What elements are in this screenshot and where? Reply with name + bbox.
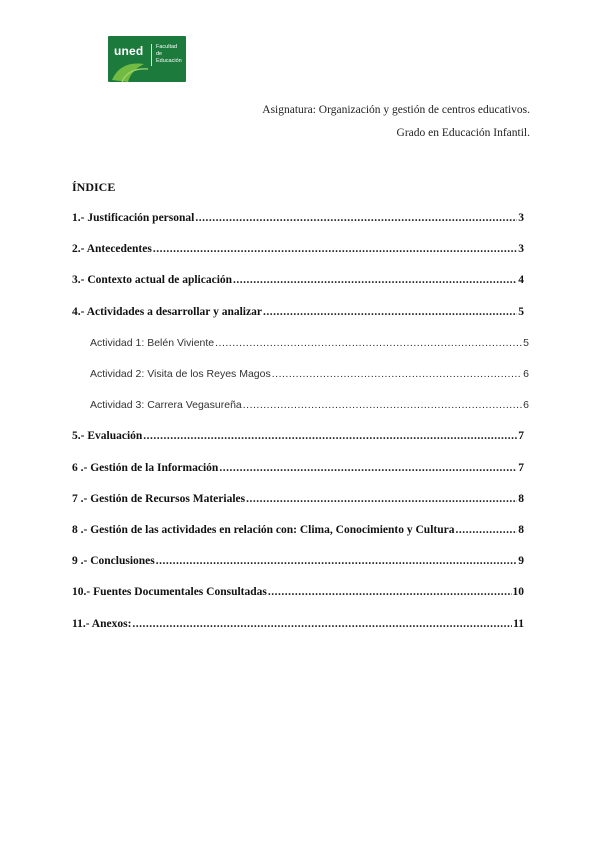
subject-line: Asignatura: Organización y gestión de centros educativos. (262, 104, 530, 116)
toc-dot-leader (215, 337, 522, 349)
toc-entry-label: Actividad 1: Belén Viviente (90, 336, 215, 349)
uned-logo (108, 36, 186, 82)
toc-dot-leader (195, 212, 517, 224)
toc-entry-label: 10.- Fuentes Documentales Consultadas (72, 586, 267, 599)
toc-dot-leader (272, 368, 522, 380)
toc-entry-label: 4.- Actividades a desarrollar y analizar (72, 305, 262, 318)
toc-entry-label: 9 .- Conclusiones (72, 555, 155, 568)
toc-subentry[interactable] (90, 337, 529, 349)
toc-subentry[interactable] (90, 399, 529, 411)
toc-dot-leader (243, 399, 522, 411)
toc-entry-label: 6 .- Gestión de la Información (72, 461, 219, 474)
toc-entry[interactable] (72, 212, 524, 224)
toc-dot-leader (132, 618, 512, 630)
toc-entry[interactable] (72, 524, 524, 536)
toc-page-number: 10 (512, 586, 524, 599)
toc-entry[interactable] (72, 306, 524, 318)
toc-dot-leader (263, 306, 517, 318)
toc-page-number: 5 (523, 336, 529, 349)
toc-entry-label: 8 .- Gestión de las actividades en relación con: Clima, Conocimiento y Cultura (72, 524, 455, 536)
toc-entry[interactable] (72, 493, 524, 505)
toc-page-number: 6 (523, 399, 529, 412)
toc-entry-label: 5.- Evaluación (72, 430, 143, 443)
toc-page-number: 9 (518, 555, 524, 568)
toc-entry-label: 7 .- Gestión de Recursos Materiales (72, 492, 246, 505)
toc-entry-label: 11.- Anexos: (72, 617, 132, 630)
toc-page-number: 7 (518, 461, 524, 474)
toc-entry-label: Actividad 2: Visita de los Reyes Magos (90, 368, 271, 380)
toc-entry[interactable] (72, 555, 524, 567)
toc-dot-leader (219, 462, 517, 474)
toc-page-number: 6 (523, 368, 529, 380)
toc-page-number: 8 (518, 524, 524, 536)
toc-dot-leader (153, 243, 517, 255)
toc-page-number: 4 (518, 274, 524, 287)
toc-page-number: 11 (513, 617, 524, 630)
toc-entry[interactable] (72, 618, 524, 630)
toc-entry-label: 1.- Justificación personal (72, 212, 195, 224)
toc-dot-leader (233, 274, 517, 286)
logo-faculty-line1: Facultad (156, 44, 178, 50)
toc-page-number: 3 (518, 243, 524, 256)
toc-entry-label: 2.- Antecedentes (72, 243, 152, 256)
toc-entry[interactable] (72, 243, 524, 255)
toc-entry[interactable] (72, 586, 524, 598)
toc-dot-leader (156, 555, 518, 567)
toc-dot-leader (455, 524, 517, 536)
toc-entry[interactable] (72, 462, 524, 474)
toc-dot-leader (143, 430, 517, 442)
toc-entry-label: 3.- Contexto actual de aplicación (72, 274, 233, 287)
index-title: ÍNDICE (72, 180, 116, 194)
toc-dot-leader (246, 493, 517, 505)
logo-separator (151, 44, 152, 66)
toc-entry-label: Actividad 3: Carrera Vegasureña (90, 399, 242, 412)
toc-dot-leader (268, 586, 512, 598)
logo-faculty-line2: de Educación (156, 51, 182, 64)
logo-faculty-text (156, 44, 186, 65)
toc-entry[interactable] (72, 430, 524, 442)
toc-entry[interactable] (72, 274, 524, 286)
toc-page-number: 7 (518, 430, 524, 443)
toc-page-number: 5 (518, 305, 524, 318)
toc-subentry[interactable] (90, 368, 529, 380)
degree-line: Grado en Educación Infantil. (396, 127, 530, 139)
toc-page-number: 8 (518, 492, 524, 505)
logo-brand-text: uned (114, 44, 144, 58)
toc-page-number: 3 (518, 212, 524, 224)
